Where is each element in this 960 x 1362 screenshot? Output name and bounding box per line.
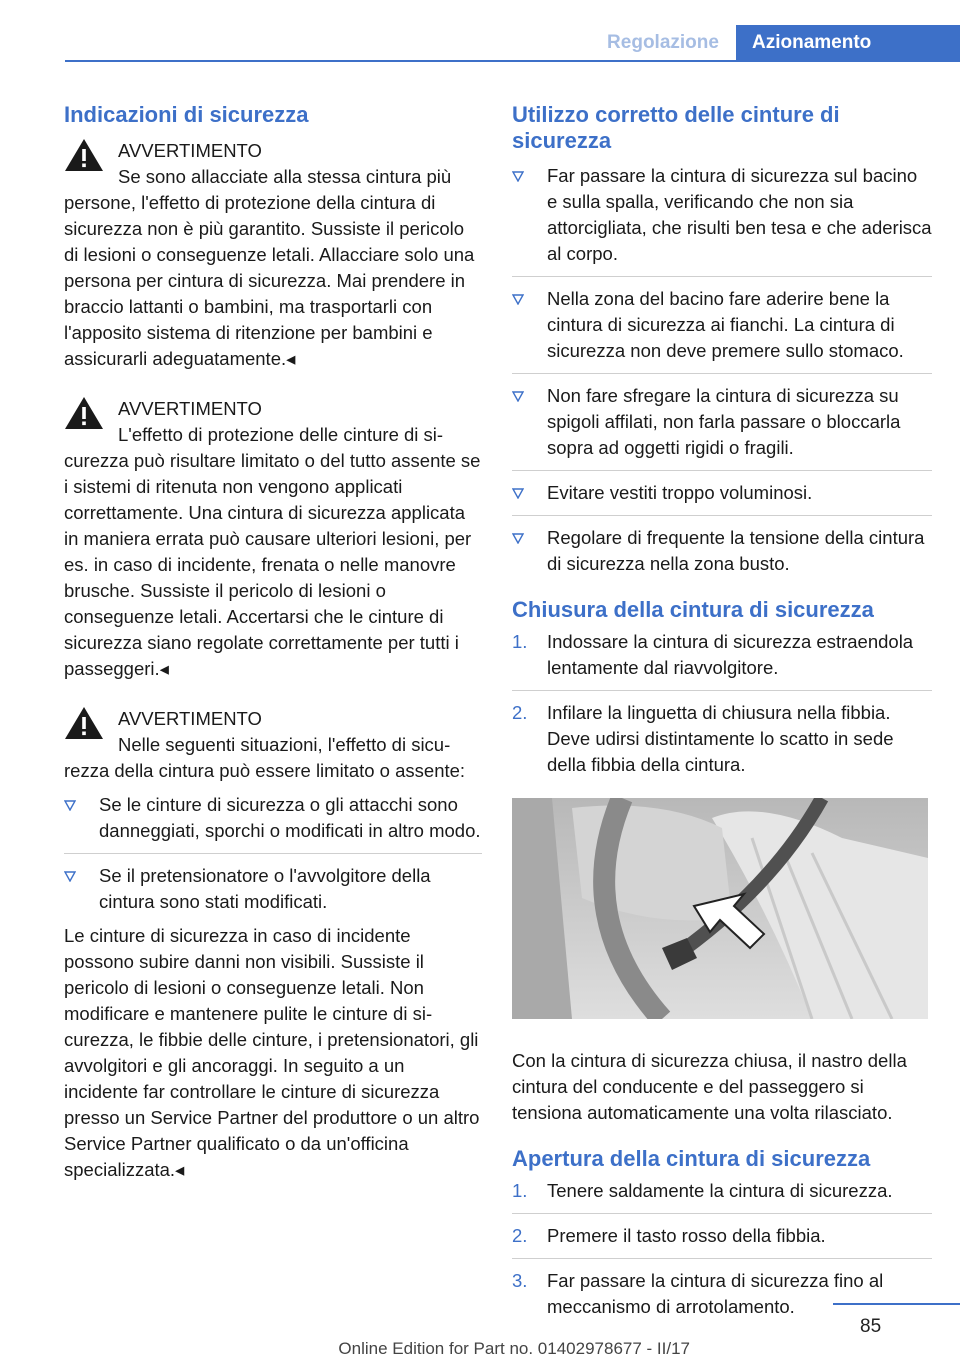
list-item	[64, 863, 482, 915]
seatbelt-buckle-image	[512, 798, 928, 1019]
triangle-bullet-icon	[64, 871, 76, 882]
warning-triangle-icon	[64, 396, 104, 430]
triangle-bullet-icon	[512, 391, 524, 402]
list-item-text: Regolare di frequente la tensione della cintura di sicurezza nella zona busto.	[547, 527, 925, 574]
warning-label: AVVERTIMENTO	[118, 398, 262, 419]
divider	[512, 470, 932, 471]
warning-text: Nelle seguenti situazioni, l'effetto di sicurezza della cintura può essere limitato o assente:	[64, 734, 466, 781]
step-number: 2.	[512, 1225, 528, 1246]
section-title-fasten: Chiusura della cintura di sicurezza	[512, 597, 874, 622]
warning-block-1	[64, 138, 482, 372]
step-item	[512, 1178, 932, 1204]
after-image-text: Con la cintura di sicurezza chiusa, il nastro della cintura del conducente e del passeggero si tensiona automaticamente una volta rilasciato.	[512, 1050, 907, 1123]
header-rule	[65, 60, 960, 62]
warning-label: AVVERTIMENTO	[118, 140, 262, 161]
page-number: 85	[860, 1316, 882, 1337]
right-column	[512, 102, 932, 1320]
list-item-text: Far passare la cintura di sicurezza sul bacino e sulla spalla, verificando che non sia attorcigliata, che risulti ben tesa e che aderisca al corpo.	[547, 165, 932, 264]
warning-closing-text: Le cinture di sicurezza in caso di incidente possono subire danni non visibili. Sussiste il pericolo di lesioni o conseguenze letali. Non modificare e mantenere pulite le cinture di sicurezza, le fibbie delle cinture, i pretensionatori, gli avvolgitori e gli ancoraggi. In seguito a un incidente far controllare le cinture di sicurezza presso un Service Partner del produttore o un altro Service Partner qualificato o da un'officina specializzata.◂	[64, 925, 480, 1180]
list-item	[512, 383, 932, 461]
header-tab-regolazione: Regolazione	[607, 32, 719, 53]
list-item	[512, 163, 932, 267]
step-number: 1.	[512, 1180, 528, 1201]
divider	[512, 515, 932, 516]
triangle-bullet-icon	[512, 488, 524, 499]
list-item	[64, 792, 482, 844]
warning-block-2	[64, 396, 482, 682]
step-text: Far passare la cintura di sicurezza fino al meccanismo di arrotolamento.	[547, 1270, 884, 1317]
section-title-release: Apertura della cintura di sicurezza	[512, 1146, 871, 1171]
triangle-bullet-icon	[512, 533, 524, 544]
warning-triangle-icon	[64, 706, 104, 740]
list-item	[512, 286, 932, 364]
list-item	[512, 525, 932, 577]
divider	[512, 1258, 932, 1259]
step-number: 2.	[512, 702, 528, 723]
list-item-text: Se il pretensionatore o l'avvolgitore della cintura sono stati modificati.	[99, 865, 431, 912]
footer-edition: Online Edition for Part no. 01402978677 - II/17	[338, 1339, 690, 1358]
warning-text: L'effetto di protezione delle cinture di sicurezza può risultare limitato o del tutto assente se i sistemi di ritenuta non vengono applicati correttamente. Una cintura di sicurezza applicata in maniera errata può causare ulteriori lesioni, per es. in caso di incidente, frenata o nelle manovre brusche. Sussiste il pericolo di lesioni o conseguenze letali. Accertarsi che le cinture di sicurezza siano regolate correttamente per tutti i passeggeri.◂	[64, 424, 481, 679]
list-item-text: Evitare vestiti troppo voluminosi.	[547, 482, 813, 503]
step-text: Premere il tasto rosso della fibbia.	[547, 1225, 826, 1246]
footer-rule	[833, 1303, 960, 1305]
header-tab-azionamento: Azionamento	[736, 25, 960, 61]
list-item	[512, 480, 932, 506]
triangle-bullet-icon	[64, 800, 76, 811]
step-item	[512, 629, 932, 681]
list-item-text: Nella zona del bacino fare aderire bene la cintura di sicurezza ai fianchi. La cintura di sicurezza non deve premere sullo stomaco.	[547, 288, 904, 361]
warning-text: Se sono allacciate alla stessa cintura più persone, l'effetto di protezione della cintura di sicurezza non è più garantito. Sussiste il pericolo di lesioni o conseguenze letali. Allacciare solo una persona per cintura di sicurezza. Mai prendere in braccio lattanti o bambini, ma trasportarli con l'apposito sistema di ritenzione per bambini e assicurarli adeguatamente.◂	[64, 166, 475, 369]
triangle-bullet-icon	[512, 294, 524, 305]
list-item-text: Non fare sfregare la cintura di sicurezza su spigoli affilati, non farla passare o bloccarla sopra ad oggetti rigidi o fragili.	[547, 385, 901, 458]
step-text: Indossare la cintura di sicurezza estraendola lentamente dal riavvolgitore.	[547, 631, 914, 678]
divider	[512, 373, 932, 374]
divider	[64, 853, 482, 854]
warning-label: AVVERTIMENTO	[118, 708, 262, 729]
warning-block-3	[64, 706, 482, 784]
section-title-safety: Indicazioni di sicurezza	[64, 102, 309, 127]
step-item	[512, 1223, 932, 1249]
step-item	[512, 700, 932, 778]
step-item	[512, 1268, 932, 1320]
divider	[512, 1213, 932, 1214]
step-number: 3.	[512, 1270, 528, 1291]
warning-triangle-icon	[64, 138, 104, 172]
step-text: Infilare la linguetta di chiusura nella fibbia. Deve udirsi distintamente lo scatto in sede della fibbia della cintura.	[547, 702, 894, 775]
section-title-usage: Utilizzo corretto delle cinture di sicurezza	[512, 102, 840, 153]
divider	[512, 276, 932, 277]
triangle-bullet-icon	[512, 171, 524, 182]
step-text: Tenere saldamente la cintura di sicurezza.	[547, 1180, 893, 1201]
list-item-text: Se le cinture di sicurezza o gli attacchi sono danneggiati, sporchi o modificati in altro modo.	[99, 794, 481, 841]
left-column	[64, 102, 482, 1183]
divider	[512, 690, 932, 691]
step-number: 1.	[512, 631, 528, 652]
